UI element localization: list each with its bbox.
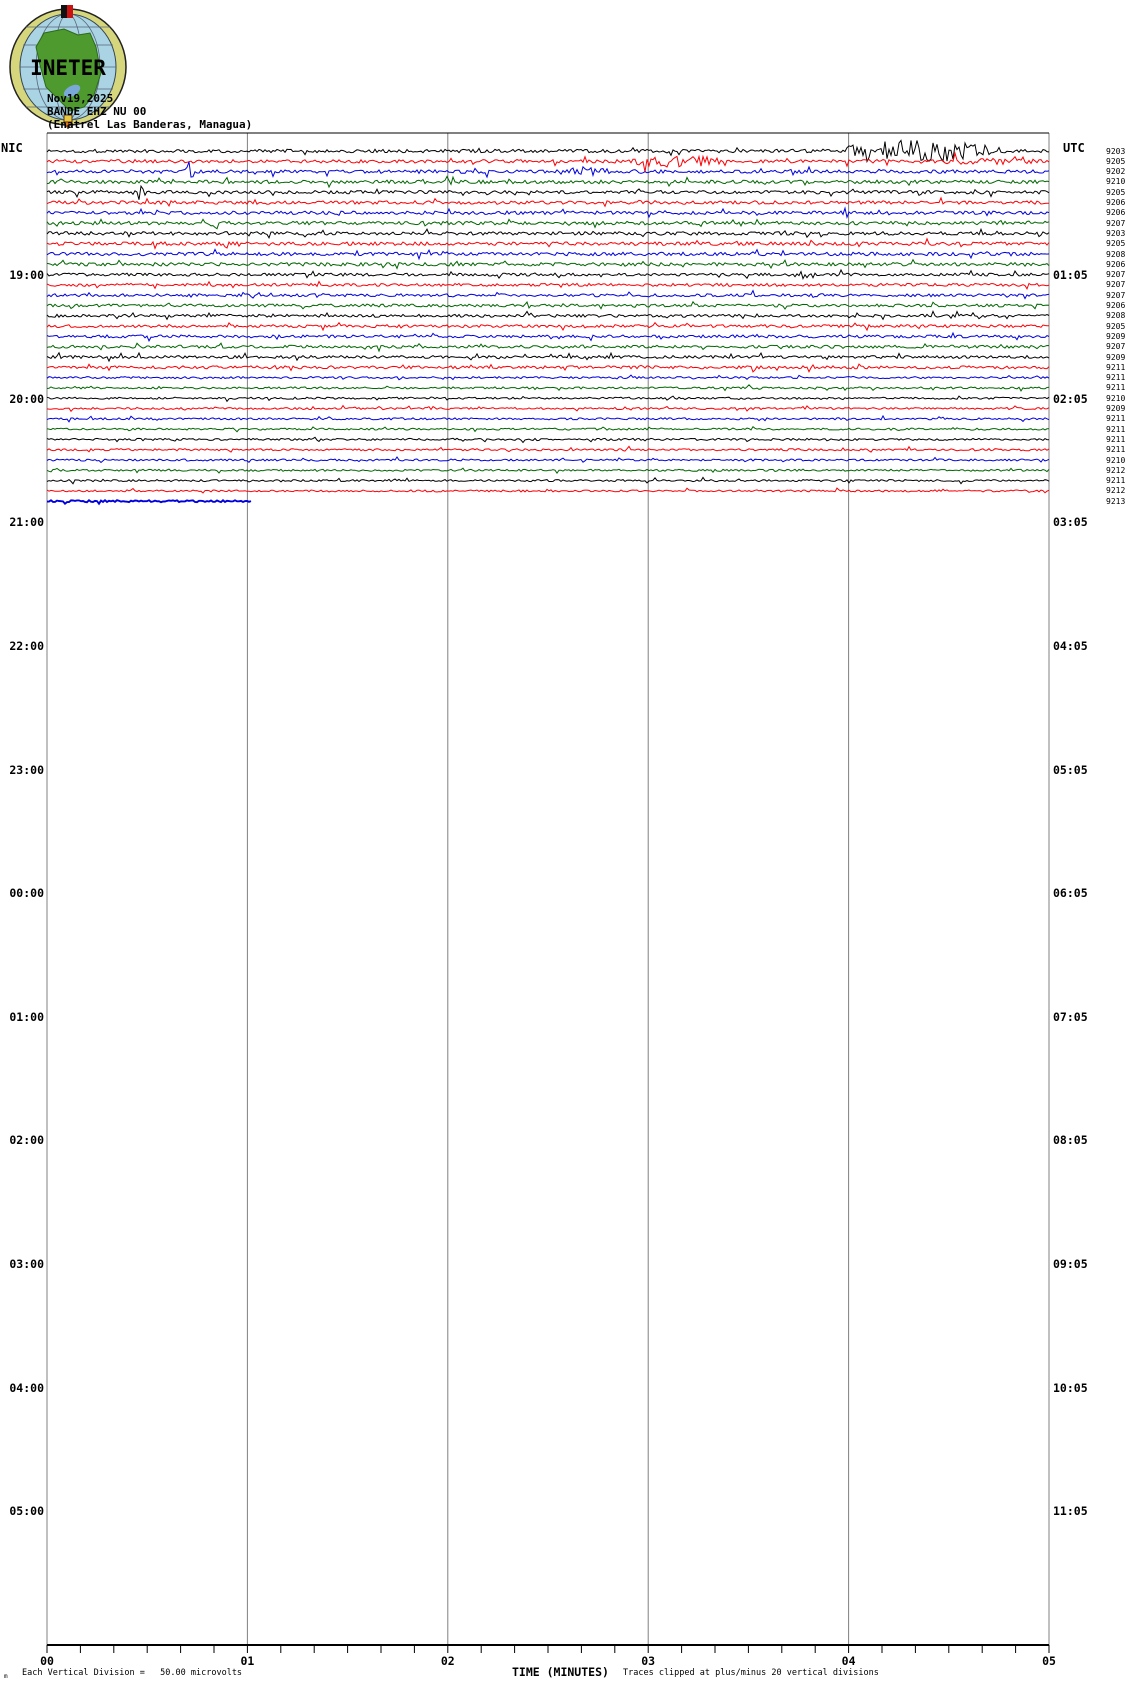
amplitude-label: 9205: [1106, 239, 1126, 249]
amplitude-label: 9211: [1106, 373, 1126, 383]
seismic-trace: [47, 477, 1049, 483]
amplitude-label: 9211: [1106, 362, 1126, 372]
date-label: Nov19,2025: [47, 92, 114, 105]
scale-note: Each Vertical Division = 50.00 microvolts: [22, 1668, 243, 1678]
right-hour-label: 10:05: [1053, 1380, 1088, 1395]
left-hour-label: 23:00: [9, 762, 44, 777]
seismic-trace: [47, 186, 1049, 200]
station-label: BANDE EHZ NU 00: [47, 105, 147, 118]
left-hour-label: 22:00: [9, 638, 44, 653]
x-tick-label: 02: [440, 1654, 455, 1668]
amplitude-label: 9211: [1106, 414, 1126, 424]
seismic-trace: [47, 406, 1049, 412]
seismic-trace: [47, 141, 1049, 162]
seismic-trace: [47, 302, 1049, 309]
seismic-trace: [47, 385, 1049, 391]
x-tick-label: 05: [1042, 1654, 1056, 1668]
x-axis-title: TIME (MINUTES): [512, 1665, 609, 1679]
seismic-trace: [47, 219, 1049, 228]
seismic-trace: [47, 488, 1049, 493]
amplitude-label: 9211: [1106, 445, 1126, 455]
amplitude-label: 9207: [1106, 290, 1126, 300]
right-hour-label: 08:05: [1053, 1133, 1088, 1148]
right-hour-label: 11:05: [1053, 1504, 1088, 1519]
amplitude-label: 9213: [1106, 496, 1126, 506]
seismic-trace: [47, 333, 1049, 341]
seismic-trace: [47, 177, 1049, 188]
seismic-trace: [47, 416, 1049, 422]
amplitude-label: 9210: [1106, 455, 1126, 465]
amplitude-label: 9212: [1106, 465, 1126, 475]
amplitude-label: 9207: [1106, 270, 1126, 280]
right-axis-header: UTC: [1063, 141, 1085, 155]
left-hour-label: 21:00: [9, 515, 44, 530]
right-hour-label: 06:05: [1053, 886, 1088, 901]
amplitude-label: 9209: [1106, 404, 1126, 413]
amplitude-label: 9210: [1106, 393, 1126, 403]
logo-text: INETER: [30, 56, 106, 80]
amplitude-label: 9208: [1106, 249, 1126, 259]
right-hour-label: 03:05: [1053, 515, 1088, 530]
amplitude-label: 9211: [1106, 476, 1126, 486]
amplitude-label: 9211: [1106, 424, 1126, 434]
seismic-trace: [47, 364, 1049, 372]
amplitude-label: 9209: [1106, 352, 1126, 362]
right-hour-label: 05:05: [1053, 762, 1088, 777]
amplitude-label: 9203: [1106, 228, 1126, 238]
amplitude-label: 9207: [1106, 342, 1126, 352]
right-hour-label: 04:05: [1053, 638, 1088, 653]
left-hour-label: 03:00: [9, 1256, 44, 1271]
seismic-trace: [47, 249, 1049, 258]
amplitude-label: 9205: [1106, 187, 1126, 197]
x-tick-label: 04: [841, 1654, 856, 1668]
clip-note: Traces clipped at plus/minus 20 vertical divisions: [623, 1668, 879, 1678]
amplitude-label: 9202: [1106, 167, 1126, 177]
seismic-trace: [47, 446, 1049, 452]
left-hour-label: 19:00: [9, 268, 44, 283]
x-tick-label: 00: [40, 1654, 54, 1668]
seismic-trace: [47, 260, 1049, 269]
seismic-trace: [47, 291, 1049, 299]
seismic-trace: [47, 427, 1049, 432]
amplitude-label: 9212: [1106, 486, 1126, 496]
footer-tiny-glyph: m: [4, 1673, 8, 1680]
left-hour-label: 02:00: [9, 1133, 44, 1148]
seismic-trace: [47, 375, 1049, 380]
amplitude-label: 9209: [1106, 331, 1126, 341]
amplitude-label: 9206: [1106, 259, 1126, 269]
amplitude-label: 9210: [1106, 177, 1126, 187]
amplitude-label: 9203: [1106, 146, 1126, 156]
seismic-trace: [47, 457, 1049, 463]
seismic-trace: [47, 282, 1049, 289]
seismic-trace: [47, 437, 1049, 442]
amplitude-label: 9206: [1106, 301, 1126, 310]
amplitude-label: 9206: [1106, 198, 1126, 207]
seismic-trace: [47, 162, 1049, 177]
amplitude-label: 9211: [1106, 434, 1126, 444]
amplitude-label: 9211: [1106, 383, 1126, 393]
amplitude-label: 9207: [1106, 218, 1126, 228]
right-hour-label: 01:05: [1053, 268, 1088, 283]
seismic-trace: [47, 153, 1049, 172]
seismic-trace: [47, 500, 251, 504]
right-hour-label: 02:05: [1053, 391, 1088, 406]
left-hour-label: 04:00: [9, 1380, 44, 1395]
amplitude-label: 9206: [1106, 208, 1126, 218]
location-label: (Enatrel Las Banderas, Managua): [47, 118, 253, 131]
amplitude-label: 9205: [1106, 156, 1126, 166]
seismic-trace: [47, 343, 1049, 351]
seismic-trace: [47, 311, 1049, 319]
amplitude-label: 9207: [1106, 280, 1126, 290]
x-tick-label: 01: [240, 1654, 255, 1668]
seismic-trace: [47, 198, 1049, 206]
x-tick-label: 03: [641, 1654, 656, 1668]
amplitude-label: 9205: [1106, 321, 1126, 331]
amplitude-label: 9208: [1106, 311, 1126, 321]
seismic-trace: [47, 396, 1049, 401]
seismic-trace: [47, 323, 1049, 330]
seismic-trace: [47, 270, 1049, 279]
right-hour-label: 09:05: [1053, 1256, 1088, 1271]
left-hour-label: 00:00: [9, 886, 44, 901]
right-hour-label: 07:05: [1053, 1009, 1088, 1024]
seismic-trace: [47, 353, 1049, 361]
left-axis-header: NIC: [1, 141, 23, 155]
left-hour-label: 05:00: [9, 1504, 44, 1519]
seismic-trace: [47, 239, 1049, 249]
seismic-trace: [47, 468, 1049, 473]
seismic-trace: [47, 229, 1049, 238]
left-hour-label: 20:00: [9, 391, 44, 406]
seismic-trace: [47, 208, 1049, 217]
left-hour-label: 01:00: [9, 1009, 44, 1024]
